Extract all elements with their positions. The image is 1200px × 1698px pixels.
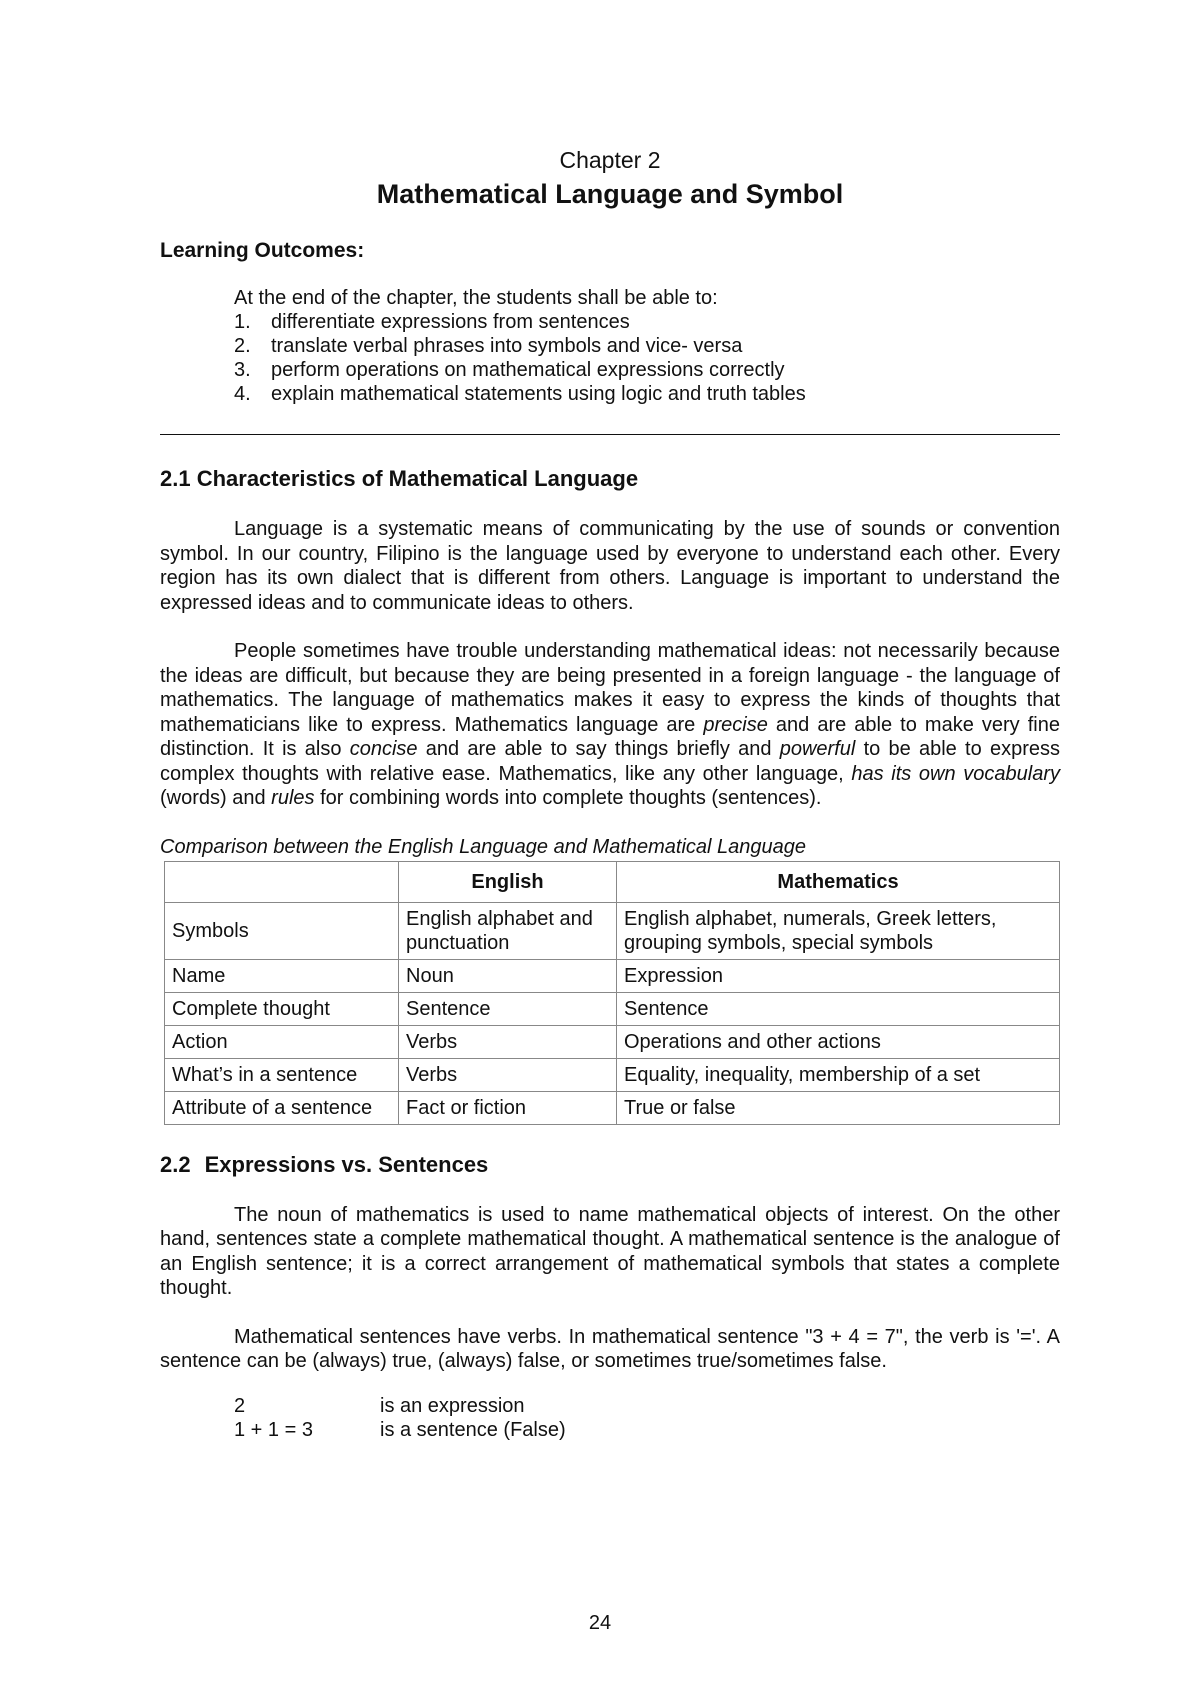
list-item (234, 310, 1060, 334)
learning-outcomes-list (234, 310, 1060, 406)
section-title-2-1: 2.1 Characteristics of Mathematical Language (160, 466, 639, 491)
section-number: 2.2 (160, 1151, 191, 1177)
list-item (234, 334, 1060, 358)
table-row (165, 1058, 1060, 1091)
paragraph: The noun of mathematics is used to name mathematical objects of interest. On the other hand, sentences state a complete mathematical thought. A mathematical sentence is the analogue of an English sentence; it is a correct arrangement of mathematical symbols that states a complete thought. (160, 1203, 1060, 1299)
spacer (160, 493, 1060, 517)
table-cell: Verbs (399, 1058, 617, 1091)
page-content (160, 146, 1060, 1442)
list-item-number: 1. (234, 311, 251, 333)
emphasis-text: precise (703, 713, 768, 736)
table-header-cell: English (399, 861, 617, 902)
table-cell: Sentence (617, 992, 1060, 1025)
table-header-cell (165, 861, 399, 902)
chapter-title: Mathematical Language and Symbol (376, 179, 844, 209)
example-expression: 1 + 1 = 3 (234, 1418, 313, 1441)
page-number: 24 (588, 1612, 612, 1634)
example-description: is an expression (380, 1394, 525, 1417)
example-expression: 2 (234, 1394, 246, 1417)
table-cell: True or false (617, 1091, 1060, 1124)
table-cell: Equality, inequality, membership of a set (617, 1058, 1060, 1091)
spacer (160, 615, 1060, 639)
paragraph-text: and are able to say things briefly and (417, 738, 780, 760)
paragraph-text: People sometimes have trouble understanding mathematical ideas: not necessarily because the ideas are difficult, but because they are being presented in a foreign language - the language of mathematics. The language of mathematics makes it easy to express the kinds of thoughts that mathematicians like to express. Mathematics language are (160, 640, 1060, 736)
examples-list (234, 1394, 1060, 1442)
list-item-text: differentiate expressions from sentences (271, 311, 630, 333)
chapter-label: Chapter 2 (559, 147, 661, 173)
paragraph: Mathematical sentences have verbs. In mathematical sentence "3 + 4 = 7", the verb is '='. A sentence can be (always) true, (always) false, or sometimes true/sometimes false. (160, 1325, 1060, 1372)
table-cell: English alphabet, numerals, Greek letters, grouping symbols, special symbols (617, 902, 1060, 959)
section-divider (160, 434, 1060, 435)
paragraph: Language is a systematic means of communicating by the use of sounds or convention symbol. In our country, Filipino is the language used by everyone to understand each other. Every region has its own dialect that is different from others. Language is important to understand the expressed ideas and to communicate ideas to others. (160, 518, 1060, 614)
table-cell: Sentence (399, 992, 617, 1025)
paragraph-text: for combining words into complete thoughts (sentences). (314, 787, 822, 809)
table-cell: Action (165, 1025, 399, 1058)
learning-outcomes-heading: Learning Outcomes: (160, 239, 365, 262)
list-item-text: translate verbal phrases into symbols and vice- versa (271, 335, 743, 357)
table-cell: What’s in a sentence (165, 1058, 399, 1091)
table-cell: Noun (399, 959, 617, 992)
table-row (165, 902, 1060, 959)
table-header-row (165, 861, 1060, 902)
example-row (234, 1418, 1060, 1442)
emphasis-text: concise (349, 738, 418, 760)
list-item-number: 3. (234, 359, 251, 381)
list-item-number: 4. (234, 383, 251, 405)
list-item-text: explain mathematical statements using logic and truth tables (271, 383, 806, 405)
table-cell: English alphabet and punctuation (399, 902, 617, 959)
section-title-text: Expressions vs. Sentences (204, 1151, 489, 1177)
emphasis-text: powerful (779, 738, 856, 760)
table-row (165, 959, 1060, 992)
table-cell: Fact or fiction (399, 1091, 617, 1124)
spacer (160, 1179, 1060, 1203)
table-row (165, 1091, 1060, 1124)
paragraph (160, 639, 1060, 811)
comparison-table (164, 861, 1060, 1125)
list-item (234, 382, 1060, 406)
list-item-text: perform operations on mathematical expressions correctly (271, 359, 785, 381)
spacer (160, 1301, 1060, 1325)
learning-outcomes-intro: At the end of the chapter, the students shall be able to: (234, 287, 718, 309)
table-cell: Expression (617, 959, 1060, 992)
table-cell: Name (165, 959, 399, 992)
emphasis-text: rules (271, 787, 315, 809)
table-caption: Comparison between the English Language and Mathematical Language (160, 835, 807, 858)
paragraph-text: and are able to make very fine distinction. It is also (160, 713, 1060, 760)
list-item (234, 358, 1060, 382)
section-title-2-2 (160, 1151, 1060, 1179)
table-header-cell: Mathematics (617, 861, 1060, 902)
table-cell: Verbs (399, 1025, 617, 1058)
paragraph-text: to be able to express complex thoughts with relative ease. Mathematics, like any other language, (160, 738, 1060, 785)
list-item-number: 2. (234, 335, 251, 357)
example-description: is a sentence (False) (380, 1418, 566, 1441)
emphasis-text: has its own vocabulary (851, 762, 1060, 785)
example-row (234, 1394, 1060, 1418)
table-cell: Complete thought (165, 992, 399, 1025)
table-row (165, 1025, 1060, 1058)
paragraph-text: (words) and (160, 787, 272, 809)
table-cell: Operations and other actions (617, 1025, 1060, 1058)
table-cell: Attribute of a sentence (165, 1091, 399, 1124)
table-cell: Symbols (165, 902, 399, 959)
table-row (165, 992, 1060, 1025)
